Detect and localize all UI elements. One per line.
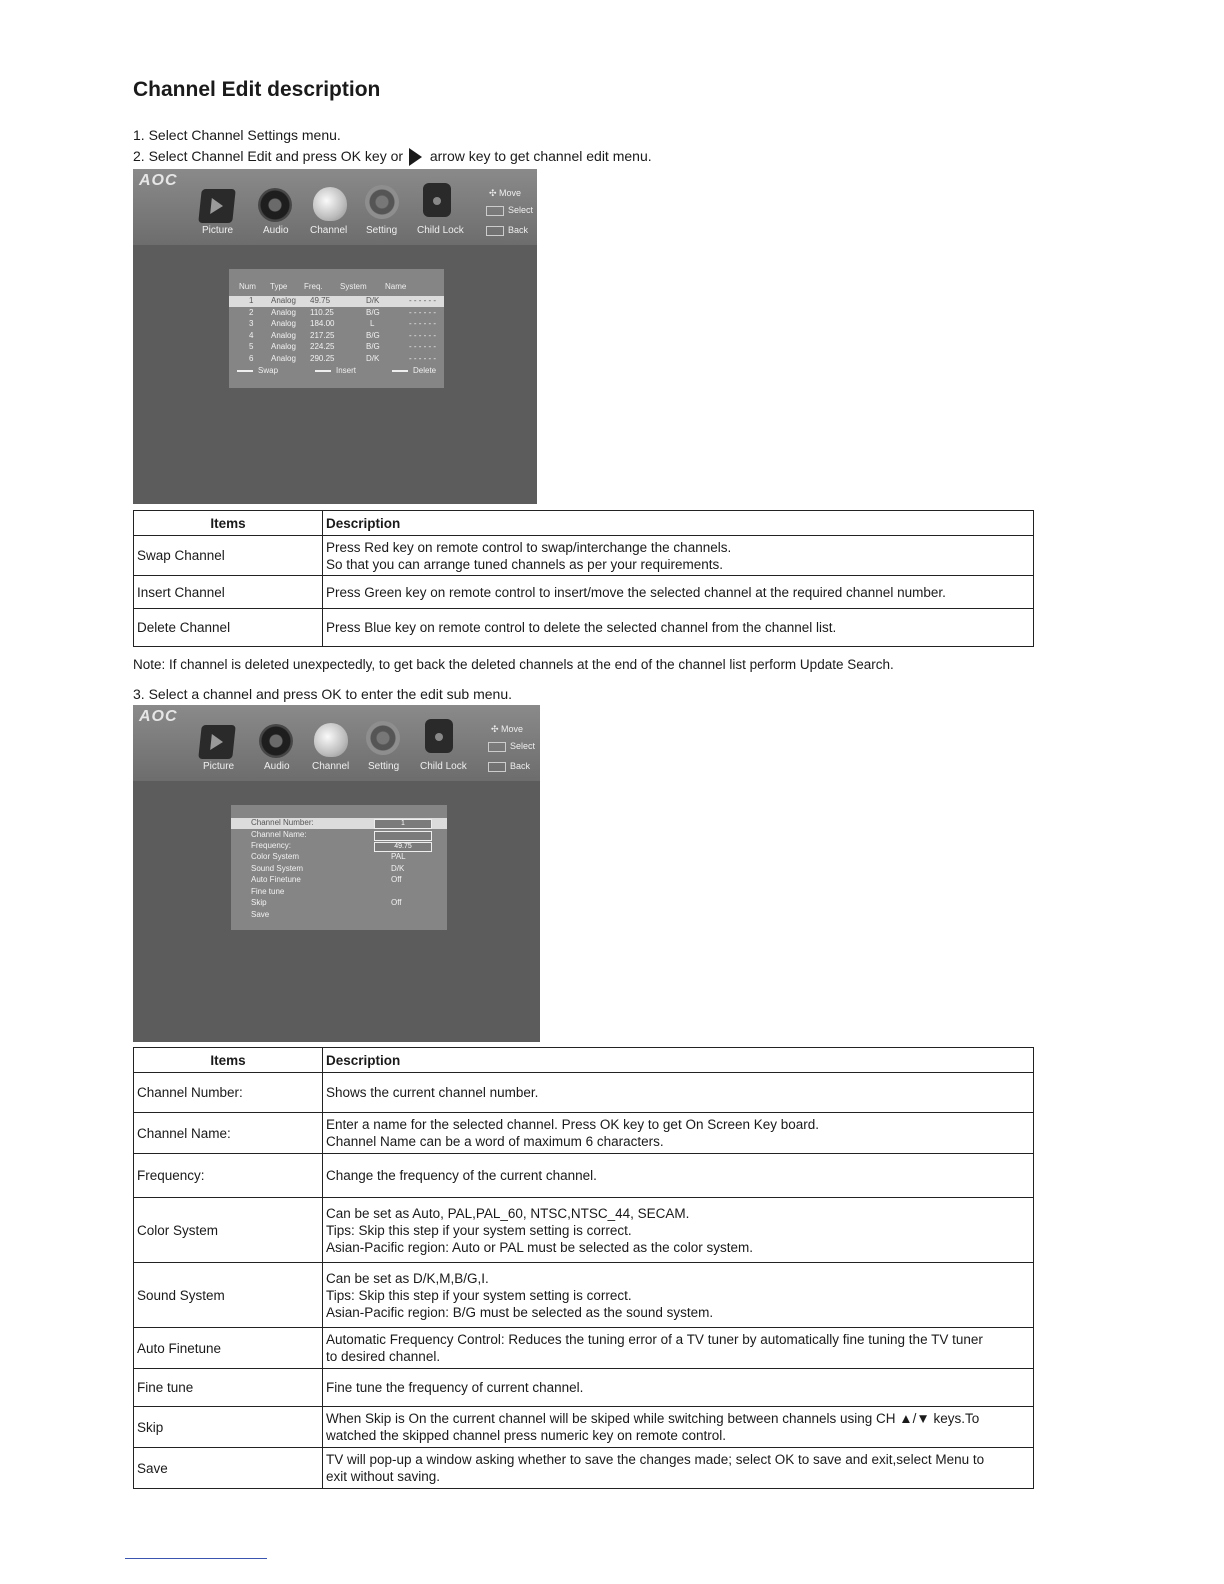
step-3: 3. Select a channel and press OK to enter the edit sub menu. [133, 686, 513, 702]
channel-edit-screenshot [133, 169, 537, 504]
channel-name-field[interactable] [374, 831, 432, 841]
blue-key-icon [392, 370, 408, 372]
table-row: Frequency: Change the frequency of the current channel. [134, 1154, 1034, 1198]
right-arrow-icon [409, 148, 422, 166]
channel-icon [314, 723, 348, 757]
menu-audio: Audio [264, 761, 290, 772]
channel-row[interactable]: 3 Analog 184.00 L - - - - - - [249, 319, 437, 328]
edit-submenu-table [133, 1047, 1034, 1489]
table-row: Color System Can be set as Auto, PAL,PAL_60, NTSC,NTSC_44, SECAM. Tips: Skip this step if your system setting is correct. Asian-Pacific region: Auto or PAL must be selected as the color system. [134, 1198, 1034, 1263]
lock-icon [425, 719, 453, 753]
edit-row-color-system[interactable]: Color System PAL [251, 852, 406, 861]
step-1: 1. Select Channel Settings menu. [133, 127, 341, 143]
insert-button[interactable]: Insert [315, 366, 356, 375]
table-row: Save TV will pop-up a window asking whether to save the changes made; select OK to save and exit,select Menu to exit without saving. [134, 1448, 1034, 1489]
edit-row-frequency[interactable]: Frequency: 49.75 [231, 841, 447, 852]
edit-row-skip[interactable]: Skip Off [251, 898, 402, 907]
header-items: Items [134, 1048, 323, 1073]
hint-back: Back [488, 761, 530, 772]
col-num: Num [239, 282, 256, 291]
red-key-icon [237, 370, 253, 372]
setting-icon [366, 721, 400, 755]
hint-select: Select [486, 205, 533, 216]
menu-child-lock: Child Lock [420, 761, 467, 772]
hint-move: ✣ Move [489, 188, 522, 198]
table-row: Channel Name: Enter a name for the selected channel. Press OK key to get On Screen Key board. Channel Name can be a word of maximum 6 characters. [134, 1113, 1034, 1154]
table-row: Insert Channel Press Green key on remote control to insert/move the selected channel at the required channel number. [134, 576, 1034, 609]
channel-row[interactable]: 1 Analog 49.75 D/K - - - - - - [229, 296, 444, 307]
edit-row-sound-system[interactable]: Sound System D/K [251, 864, 405, 873]
header-items: Items [134, 511, 323, 536]
edit-row-auto-finetune[interactable]: Auto Finetune Off [251, 875, 402, 884]
edit-row-channel-number[interactable]: Channel Number: 1 [231, 818, 447, 829]
menu-setting: Setting [368, 761, 400, 772]
table-row: Channel Number: Shows the current channel number. [134, 1073, 1034, 1113]
header-description: Description [323, 511, 1034, 536]
header-description: Description [323, 1048, 1034, 1073]
channel-edit-table [133, 510, 1034, 647]
aoc-logo: AOC [139, 708, 178, 725]
audio-icon [259, 724, 293, 758]
note: Note: If channel is deleted unexpectedly, to get back the deleted channels at the end of the channel list perform Update Search. [133, 657, 894, 672]
setting-icon [365, 185, 399, 219]
col-name: Name [385, 282, 407, 291]
swap-button[interactable]: Swap [237, 366, 278, 375]
channel-row[interactable]: 5 Analog 224.25 B/G - - - - - - [249, 342, 437, 351]
col-type: Type [270, 282, 288, 291]
table-row: Skip When Skip is On the current channel will be skiped while switching between channels using CH ▲/▼ keys.To watched the skipped channel press numeric key on remote control. [134, 1407, 1034, 1448]
col-freq: Freq. [304, 282, 323, 291]
tv-menu-bar [133, 705, 540, 781]
menu-picture: Picture [202, 225, 234, 236]
step-2 [133, 148, 652, 166]
table-row: Sound System Can be set as D/K,M,B/G,I. Tips: Skip this step if your system setting is correct. Asian-Pacific region: B/G must be selected as the sound system. [134, 1263, 1034, 1328]
edit-row-save[interactable]: Save [251, 910, 270, 919]
edit-row-fine-tune[interactable]: Fine tune [251, 887, 285, 896]
menu-key-icon [486, 226, 504, 236]
channel-icon [313, 187, 347, 221]
table-row: Auto Finetune Automatic Frequency Control: Reduces the tuning error of a TV tuner by automatically fine tuning the TV tuner to desired channel. [134, 1328, 1034, 1369]
col-system: System [340, 282, 367, 291]
hint-move: ✣ Move [491, 724, 524, 734]
picture-icon [198, 189, 236, 223]
channel-row[interactable]: 6 Analog 290.25 D/K - - - - - - [249, 354, 437, 363]
table-row: Delete Channel Press Blue key on remote control to delete the selected channel from the channel list. [134, 609, 1034, 647]
hint-back: Back [486, 225, 528, 236]
audio-icon [258, 188, 292, 222]
menu-channel: Channel [310, 225, 348, 236]
menu-key-icon [488, 762, 506, 772]
tv-menu-bar [133, 169, 537, 245]
move-icon: ✣ [489, 188, 500, 198]
footnote-divider [125, 1558, 267, 1559]
frequency-field[interactable]: 49.75 [374, 842, 432, 852]
delete-button[interactable]: Delete [392, 366, 436, 375]
table-row: Fine tune Fine tune the frequency of current channel. [134, 1369, 1034, 1407]
move-icon: ✣ [491, 724, 502, 734]
green-key-icon [315, 370, 331, 372]
edit-row-channel-name[interactable]: Channel Name: [231, 830, 447, 841]
edit-submenu-panel [231, 805, 447, 930]
hint-select: Select [488, 741, 535, 752]
table-row: Swap Channel Press Red key on remote control to swap/interchange the channels. So that you can arrange tuned channels as per your requirements. [134, 536, 1034, 576]
channel-list-panel [229, 269, 444, 388]
page-title: Channel Edit description [133, 78, 381, 101]
channel-row[interactable]: 4 Analog 217.25 B/G - - - - - - [249, 331, 437, 340]
menu-audio: Audio [263, 225, 289, 236]
ok-key-icon [488, 742, 506, 752]
channel-row[interactable]: 2 Analog 110.25 B/G - - - - - - [249, 308, 437, 317]
step-2-text-end: arrow key to get channel edit menu. [429, 148, 652, 164]
channel-number-field[interactable]: 1 [374, 819, 432, 829]
menu-child-lock: Child Lock [417, 225, 464, 236]
lock-icon [423, 183, 451, 217]
edit-submenu-screenshot [133, 705, 540, 1042]
aoc-logo: AOC [139, 172, 178, 189]
ok-key-icon [486, 206, 504, 216]
menu-picture: Picture [203, 761, 235, 772]
menu-channel: Channel [312, 761, 350, 772]
step-2-text: 2. Select Channel Edit and press OK key or [133, 148, 404, 164]
picture-icon [198, 725, 236, 759]
menu-setting: Setting [366, 225, 398, 236]
